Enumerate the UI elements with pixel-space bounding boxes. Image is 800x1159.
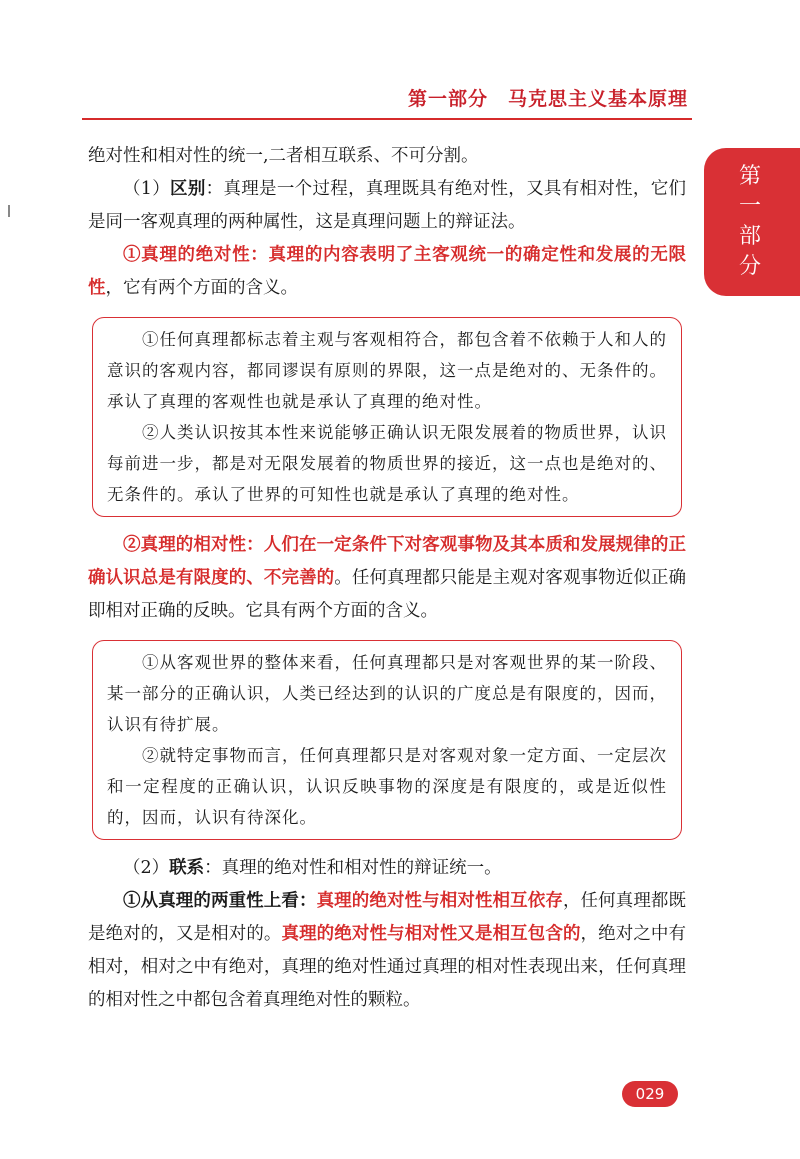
- term-relativity: ②真理的相对性：: [123, 535, 264, 555]
- side-tab-char: 第: [738, 164, 761, 189]
- paragraph-text: ，它有两个方面的含义。: [105, 278, 298, 298]
- term-connection: 联系: [169, 858, 205, 878]
- paragraph-duality: [88, 885, 686, 1017]
- running-header: [82, 78, 692, 120]
- item-number: （1）: [123, 179, 171, 199]
- header-title: 第一部分 马克思主义基本原理: [407, 88, 688, 110]
- side-tab-char: 部: [738, 224, 761, 249]
- paragraph-text: 。任何真理都只能是主观对客观事物近似正确即相对正确的反映。它具有两个方面的含义。: [88, 568, 687, 621]
- section-side-tab: [704, 148, 800, 296]
- paragraph-continuation: 绝对性和相对性的统一,二者相互联系、不可分割。: [88, 146, 479, 166]
- margin-mark: [8, 205, 10, 217]
- highlight-text: 真理的绝对性与相对性又是相互包含的: [281, 924, 581, 944]
- note-item: ②就特定事物而言，任何真理都只是对客观对象一定方面、一定层次和一定程度的正确认识，认识反映事物的深度是有限度的，或是近似性的，因而，认识有待深化。: [107, 746, 667, 827]
- paragraph-relativity: [88, 529, 686, 628]
- term-difference: 区别: [170, 179, 206, 199]
- page-content: [88, 140, 686, 1017]
- paragraph-text: ，任何真理都既是绝对的，又是相对的。: [88, 891, 687, 944]
- note-box-relativity: [92, 640, 682, 840]
- paragraph-absoluteness: [88, 239, 686, 305]
- highlight-text: 真理的内容表明了主客观统一的确定性和发展的无限性: [88, 245, 687, 298]
- term-duality: ①从真理的两重性上看：: [123, 891, 317, 911]
- highlight-text: 人们在一定条件下对客观事物及其本质和发展规律的正确认识总是有限度的、不完善的: [88, 535, 687, 588]
- note-item: ①任何真理都标志着主观与客观相符合，都包含着不依赖于人和人的意识的客观内容，都同谬误有原则的界限，这一点是绝对的、无条件的。承认了真理的客观性也就是承认了真理的绝对性。: [107, 330, 667, 411]
- paragraph-difference: [88, 173, 686, 239]
- note-box-absoluteness: [92, 317, 682, 517]
- side-tab-char: 分: [738, 254, 761, 279]
- paragraph-connection: [88, 852, 686, 885]
- term-absoluteness: ①真理的绝对性：: [123, 245, 269, 265]
- highlight-text: 真理的绝对性与相对性相互依存: [316, 891, 563, 911]
- item-number: （2）: [123, 858, 170, 878]
- page-number-badge: 029: [622, 1081, 678, 1107]
- note-item: ①从客观世界的整体来看，任何真理都只是对客观世界的某一阶段、某一部分的正确认识，人类已经达到的认识的广度总是有限度的，因而，认识有待扩展。: [107, 653, 667, 734]
- paragraph-text: ：真理是一个过程，真理既具有绝对性，又具有相对性，它们是同一客观真理的两种属性，这是真理问题上的辩证法。: [88, 179, 687, 232]
- paragraph-text: ：真理的绝对性和相对性的辩证统一。: [204, 858, 502, 878]
- note-item: ②人类认识按其本性来说能够正确认识无限发展着的物质世界，认识每前进一步，都是对无限发展着的物质世界的接近，这一点也是绝对的、无条件的。承认了世界的可知性也就是承认了真理的绝对性。: [107, 423, 667, 504]
- paragraph-text: ，绝对之中有相对，相对之中有绝对，真理的绝对性通过真理的相对性表现出来，任何真理的相对性之中都包含着真理绝对性的颗粒。: [88, 924, 687, 1010]
- side-tab-char: 一: [738, 194, 761, 219]
